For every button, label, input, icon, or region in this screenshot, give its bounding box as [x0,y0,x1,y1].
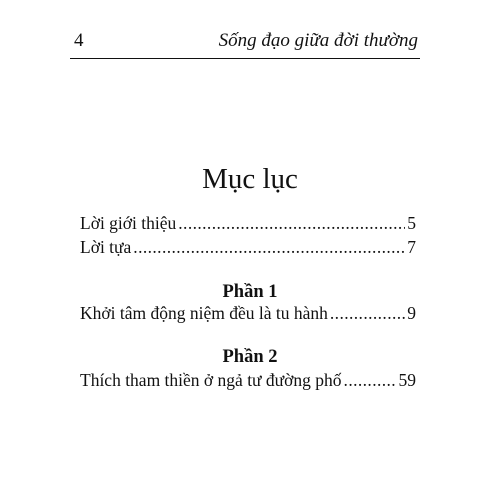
toc-entry-label: Lời tựa [80,237,132,257]
toc-entry-label: Thích tham thiền ở ngả tư đường phố [80,370,342,390]
toc-entry-page: 5 [407,213,416,233]
dot-leader [178,213,405,234]
toc-entry-label: Khởi tâm động niệm đều là tu hành [80,303,328,323]
toc-entry-part-2[interactable] [80,370,416,391]
dot-leader [330,303,405,324]
toc-entry-page: 59 [398,370,416,390]
toc-entry-page: 7 [407,237,416,257]
dot-leader [344,370,397,391]
toc-entry-page: 9 [407,303,416,323]
part-1-heading: Phần 1 [222,282,278,302]
dot-leader [133,237,405,258]
toc-title: Mục lục [202,163,298,195]
running-title: Sống đạo giữa đời thường [218,30,418,51]
part-2-heading: Phần 2 [222,347,278,367]
toc-entry-intro[interactable] [80,213,416,234]
toc-entry-preface[interactable] [80,237,416,258]
toc-entry-label: Lời giới thiệu [80,213,177,233]
page-number: 4 [74,30,84,51]
toc-entry-part-1[interactable] [80,303,416,324]
header-rule [70,58,420,59]
